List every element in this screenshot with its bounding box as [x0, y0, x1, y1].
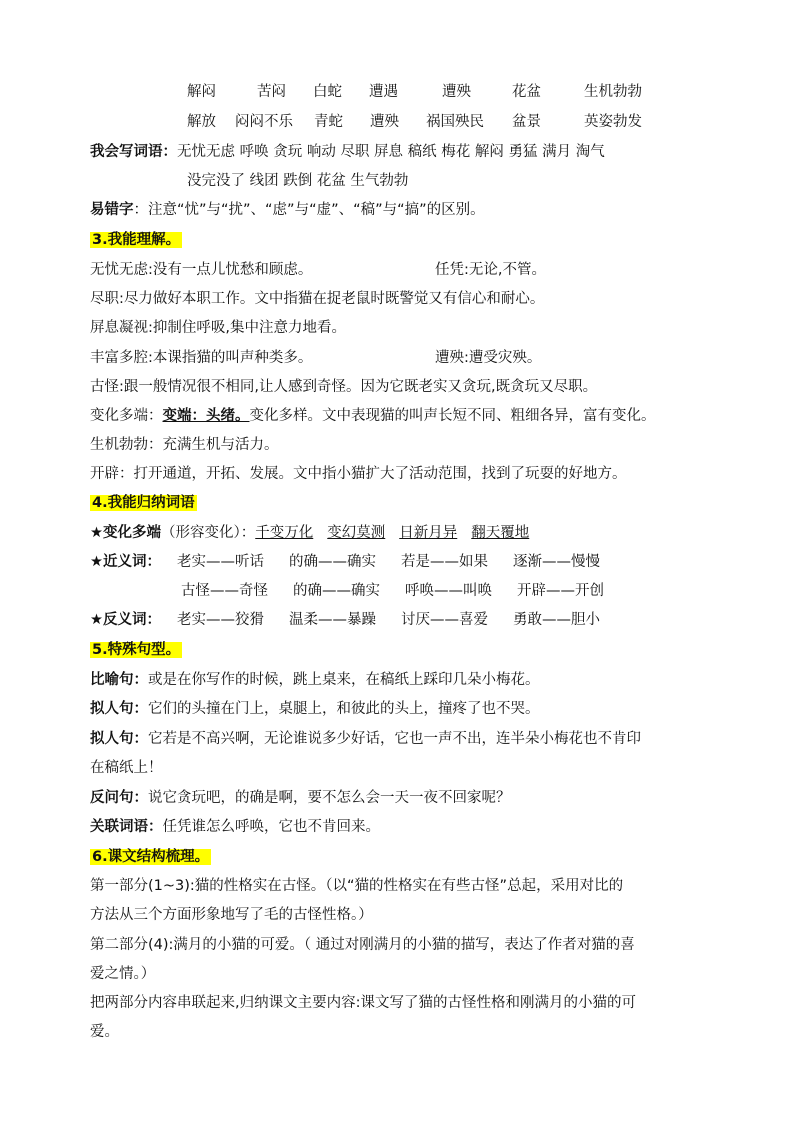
def-text: 生机勃勃：充满生机与活力。 [90, 437, 279, 453]
synonym-pair: 老实——听话 [177, 554, 264, 570]
def-emphasis: 变端：头绪。 [162, 408, 250, 424]
write-words-line-2 [187, 169, 408, 193]
word: 祸国殃民 [426, 114, 484, 130]
def-text: 任凭:无论,不管。 [435, 262, 546, 278]
def-text: 开辟：打开通道，开拓、发展。文中指小猫扩大了活动范围，找到了玩耍的好地方。 [90, 466, 627, 482]
def-text: 变化多样。文中表现猫的叫声长短不同、粗细各异，富有变化。 [249, 408, 656, 424]
section-5-heading [90, 638, 182, 662]
word: 闷闷不乐 [235, 114, 293, 130]
star-icon: ★ [90, 612, 103, 628]
structure-line [90, 1020, 119, 1044]
vary-note: （形容变化）： [161, 525, 256, 541]
section-title: 4.我能归纳词语 [92, 495, 195, 511]
synonym-pair: 的确——确实 [293, 583, 380, 599]
sentence-text: 说它贪玩吧，的确是啊，要不怎么会一天一夜不回家呢？ [148, 790, 511, 806]
sentence-line [90, 668, 540, 692]
star-icon: ★ [90, 554, 103, 570]
structure-line [90, 933, 635, 957]
sentence-line [90, 815, 380, 839]
def-text: 尽职:尽力做好本职工作。文中指猫在捉老鼠时既警觉又有信心和耐心。 [90, 291, 545, 307]
structure-text: 把两部分内容串联起来,归纳课文主要内容:课文写了猫的古怪性格和刚满月的小猫的可 [90, 995, 636, 1011]
word: 遭殃 [370, 114, 399, 130]
word: 遭殃 [442, 84, 471, 100]
synonym-pair: 呼唤——叫唤 [405, 583, 492, 599]
word: 英姿勃发 [584, 114, 642, 130]
synonym-line-1 [90, 550, 600, 574]
section-4-heading [90, 491, 197, 515]
section-3-heading [90, 228, 182, 252]
word-grid-row-1 [187, 80, 642, 104]
sentence-label: 拟人句： [90, 731, 148, 747]
def-line [90, 462, 627, 486]
antonym-pair: 勇敢——胆小 [513, 612, 600, 628]
sentence-text: 在稿纸上！ [90, 760, 163, 776]
sentence-line [90, 786, 511, 810]
antonym-line [90, 608, 600, 632]
synonym-pair: 开辟——开创 [517, 583, 604, 599]
def-line [435, 346, 541, 370]
sentence-label: 关联词语： [90, 819, 163, 835]
word: 遭遇 [369, 84, 398, 100]
word: 白蛇 [313, 84, 342, 100]
structure-text: 第一部分(1~3):猫的性格实在古怪。（以“猫的性格实在有些古怪”总起，采用对比的 [90, 878, 624, 894]
def-text: 变化多端： [90, 408, 163, 424]
sentence-label: 反问句： [90, 790, 148, 806]
antonym-pair: 温柔——暴躁 [289, 612, 376, 628]
def-line [90, 346, 312, 370]
typo-line [90, 198, 485, 222]
antonym-pair: 讨厌——喜爱 [401, 612, 488, 628]
antonym-label: 反义词： [103, 612, 161, 628]
star-icon: ★ [90, 525, 103, 541]
antonym-pair: 老实——狡猾 [177, 612, 264, 628]
synonym-line-2 [181, 579, 604, 603]
def-text: 古怪:跟一般情况很不相同,让人感到奇怪。因为它既老实又贪玩,既贪玩又尽职。 [90, 379, 598, 395]
def-text: 遭殃:遭受灾殃。 [435, 350, 542, 366]
structure-line [90, 874, 623, 898]
def-text: 屏息凝视:抑制住呼吸,集中注意力地看。 [90, 320, 346, 336]
vary-word: 千变万化 [255, 525, 314, 541]
synonym-pair: 古怪——奇怪 [181, 583, 268, 599]
def-line [90, 258, 312, 282]
word: 青蛇 [314, 114, 343, 130]
synonym-label: 近义词： [103, 554, 161, 570]
vary-word: 日新月异 [399, 525, 458, 541]
def-line [90, 287, 544, 311]
synonym-pair: 逐渐——慢慢 [513, 554, 600, 570]
section-6-heading [90, 845, 211, 869]
write-words-label: 我会写词语： [90, 144, 177, 160]
section-title: 3.我能理解。 [92, 232, 181, 248]
sentence-label: 比喻句： [90, 672, 148, 688]
def-line [90, 316, 346, 340]
synonym-pair: 若是——如果 [401, 554, 488, 570]
structure-text: 爱。 [90, 1024, 119, 1040]
word: 花盆 [512, 84, 541, 100]
vary-word: 变幻莫测 [327, 525, 386, 541]
vary-label: 变化多端 [103, 525, 161, 541]
def-text: 丰富多腔:本课指猫的叫声种类多。 [90, 350, 313, 366]
word: 苦闷 [257, 84, 286, 100]
sentence-text: 它们的头撞在门上，桌腿上，和彼此的头上，撞疼了也不哭。 [148, 701, 540, 717]
structure-text: 爱之情。） [90, 966, 156, 982]
def-text: 无忧无虑:没有一点儿忧愁和顾虑。 [90, 262, 313, 278]
sentence-line [90, 697, 540, 721]
write-words-list: 无忧无虑 呼唤 贪玩 响动 尽职 屏息 稿纸 梅花 解闷 勇猛 满月 淘气 [177, 144, 605, 160]
word: 盆景 [512, 114, 541, 130]
def-line [90, 433, 279, 457]
def-line [90, 375, 597, 399]
sentence-text: 或是在你写作的时候，跳上桌来，在稿纸上踩印几朵小梅花。 [148, 672, 540, 688]
write-words-line-1 [90, 140, 605, 164]
sentence-text: 它若是不高兴啊，无论谁说多少好话，它也一声不出，连半朵小梅花也不肯印 [148, 731, 641, 747]
structure-text: 方法从三个方面形象地写了毛的古怪性格。） [90, 907, 373, 923]
write-words-list-cont: 没完没了 线团 跌倒 花盆 生气勃勃 [187, 173, 409, 189]
sentence-line [90, 756, 163, 780]
word: 解放 [187, 114, 216, 130]
synonym-pair: 的确——确实 [289, 554, 376, 570]
sentence-label: 拟人句： [90, 701, 148, 717]
def-line [90, 404, 656, 428]
section-title: 5.特殊句型。 [92, 642, 181, 658]
section-title: 6.课文结构梳理。 [92, 849, 210, 865]
typo-text: ：注意“忧”与“扰”、“虑”与“虚”、“稿”与“搞”的区别。 [133, 202, 485, 218]
typo-label: 易错字 [90, 202, 134, 218]
vary-line [90, 521, 529, 545]
word: 生机勃勃 [584, 84, 642, 100]
structure-line [90, 962, 155, 986]
vary-word: 翻天覆地 [471, 525, 530, 541]
sentence-text: 任凭谁怎么呼唤，它也不肯回来。 [162, 819, 380, 835]
structure-line [90, 991, 636, 1015]
def-line [435, 258, 546, 282]
sentence-line [90, 727, 641, 751]
structure-text: 第二部分(4):满月的小猫的可爱。（ 通过对刚满月的小猫的描写，表达了作者对猫的喜 [90, 937, 635, 953]
word-grid-row-2 [187, 110, 642, 134]
word: 解闷 [187, 84, 216, 100]
structure-line [90, 903, 373, 927]
